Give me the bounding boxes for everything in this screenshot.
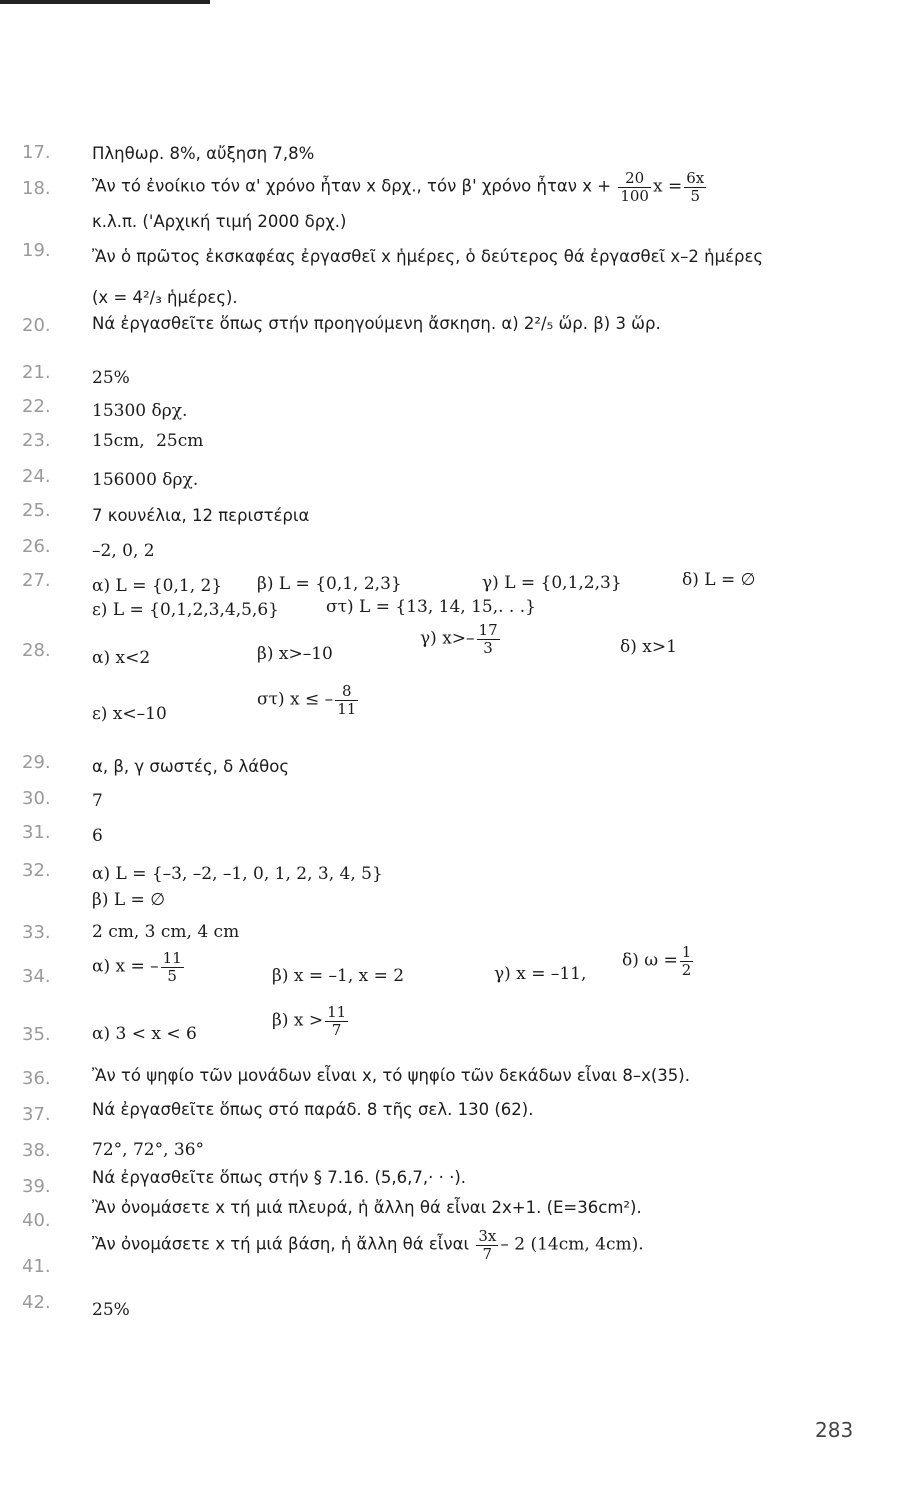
answer-part-b: β) x>–10 xyxy=(257,644,333,664)
answer-part-a xyxy=(92,950,186,984)
answer-part-a: α) x<2 xyxy=(92,648,151,668)
answer-text: 15300 δρχ. xyxy=(92,401,188,421)
answer-text: Ἂν τό ψηφίο τῶν μονάδων εἶναι x, τό ψηφίο τῶν δεκάδων εἶναι 8–x(35). xyxy=(92,1066,690,1085)
answer-text: 156000 δρχ. xyxy=(92,470,199,490)
answer-number: 34. xyxy=(22,966,51,987)
answer-text: Ἂν ὁ πρῶτος ἐκσκαφέας ἐργασθεῖ x ἡμέρες, ὁ δεύτερος θά ἐργασθεῖ x–2 ἡμέρες xyxy=(92,247,764,266)
answer-text: 7 xyxy=(92,791,103,811)
page-number: 283 xyxy=(815,1418,854,1442)
answer-text: 25% xyxy=(92,368,130,388)
answer-text: 15cm, 25cm xyxy=(92,431,204,451)
answer-text: α, β, γ σωστές, δ λάθος xyxy=(92,757,290,776)
answer-number: 18. xyxy=(22,178,51,199)
answer-text: δ) ω = xyxy=(622,950,678,971)
numerator: 1 xyxy=(681,943,692,961)
answer-number: 25. xyxy=(22,500,51,521)
answer-text: x = xyxy=(652,176,683,197)
answer-text: κ.λ.π. ('Αρχική τιμή 2000 δρχ.) xyxy=(92,212,347,231)
numerator: 11 xyxy=(327,1003,347,1021)
answer-part-b: β) L = {0,1, 2,3} xyxy=(257,574,402,594)
answer-text: β) x > xyxy=(272,1010,324,1031)
answer-part-d xyxy=(622,944,695,978)
answer-text: Ἂν ὀνομάσετε x τή μιά πλευρά, ἡ ἄλλη θά εἶναι 2x+1. (E=36cm²). xyxy=(92,1198,642,1217)
answer-number: 42. xyxy=(22,1292,51,1313)
answer-text: 6 xyxy=(92,826,103,846)
answer-number: 24. xyxy=(22,466,51,487)
denominator: 2 xyxy=(681,960,692,979)
answer-part-b: β) L = ∅ xyxy=(92,890,166,910)
answer-part-b: β) x = –1, x = 2 xyxy=(272,966,405,986)
denominator: 7 xyxy=(325,1021,348,1039)
answer-number: 39. xyxy=(22,1176,51,1197)
answer-part-d: δ) L = ∅ xyxy=(682,570,756,590)
denominator: 3 xyxy=(477,639,500,657)
answer-text: –2, 0, 2 xyxy=(92,541,155,561)
answer-part-e: ε) x<–10 xyxy=(92,704,167,724)
answer-text: στ) x ≤ – xyxy=(257,689,334,710)
numerator: 3x xyxy=(478,1227,497,1245)
answer-number: 20. xyxy=(22,315,51,336)
denominator: 5 xyxy=(684,187,706,205)
answer-part-a: α) L = {–3, –2, –1, 0, 1, 2, 3, 4, 5} xyxy=(92,864,383,884)
answer-text: Πληθωρ. 8%, αὔξηση 7,8% xyxy=(92,144,315,163)
denominator: 11 xyxy=(337,699,357,718)
fraction xyxy=(476,1228,498,1262)
answer-number: 31. xyxy=(22,822,51,843)
answer-number: 38. xyxy=(22,1140,51,1161)
answer-part-b xyxy=(272,1004,350,1038)
answer-number: 35. xyxy=(22,1024,51,1045)
fraction xyxy=(680,944,694,978)
fraction xyxy=(325,1004,348,1038)
answer-text: 7 κουνέλια, 12 περιστέρια xyxy=(92,506,310,525)
answer-part-d: δ) x>1 xyxy=(620,637,677,657)
answer-text: Νά ἐργασθεῖτε ὅπως στήν προηγούμενη ἄσκηση. α) 2²/₅ ὥρ. β) 3 ὥρ. xyxy=(92,314,661,333)
answer-text: 25% xyxy=(92,1300,130,1320)
answer-number: 41. xyxy=(22,1256,51,1277)
answer-text: Νά ἐργασθεῖτε ὅπως στό παράδ. 8 τῆς σελ. 130 (62). xyxy=(92,1100,534,1119)
answer-number: 37. xyxy=(22,1104,51,1125)
answer-text: Ἂν τό ἐνοίκιο τόν α' χρόνο ἦταν x δρχ., τόν β' χρόνο ἦταν x + xyxy=(92,176,612,196)
answer-text: Νά ἐργασθεῖτε ὅπως στήν § 7.16. (5,6,7,· · ·). xyxy=(92,1168,467,1187)
answer-number: 36. xyxy=(22,1068,51,1089)
answer-part-c: γ) L = {0,1,2,3} xyxy=(482,573,622,593)
answer-number: 28. xyxy=(22,640,51,661)
answer-text: 72°, 72°, 36° xyxy=(92,1140,205,1160)
numerator: 11 xyxy=(162,949,182,967)
answer-text: (x = 4²/₃ ἡμέρες). xyxy=(92,288,238,307)
answer-number: 26. xyxy=(22,536,51,557)
fraction xyxy=(618,170,651,204)
answer-number: 19. xyxy=(22,240,51,261)
answer-text: γ) x>– xyxy=(420,628,475,649)
answer-number: 29. xyxy=(22,752,51,773)
denominator: 5 xyxy=(161,967,184,985)
answer-part-f: στ) L = {13, 14, 15,. . .} xyxy=(326,597,536,617)
answer-number: 33. xyxy=(22,922,51,943)
answer-part-c: γ) x = –11, xyxy=(494,964,587,984)
answer-number: 32. xyxy=(22,860,51,881)
answer-text: α) x = – xyxy=(92,956,159,977)
answer-number: 23. xyxy=(22,430,51,451)
answer-number: 40. xyxy=(22,1210,51,1231)
numerator: 8 xyxy=(341,682,352,700)
answer-part-f xyxy=(257,683,360,717)
fraction xyxy=(335,683,358,717)
denominator: 7 xyxy=(476,1245,498,1263)
answer-text: 2 cm, 3 cm, 4 cm xyxy=(92,922,240,942)
answer-number: 21. xyxy=(22,362,51,383)
numerator: 20 xyxy=(625,169,645,187)
answer-text-row xyxy=(92,1228,644,1262)
numerator: 6x xyxy=(686,169,705,187)
answer-number: 22. xyxy=(22,396,51,417)
answer-text-row xyxy=(92,170,708,204)
fraction xyxy=(161,950,184,984)
answer-part-e: ε) L = {0,1,2,3,4,5,6} xyxy=(92,600,279,620)
answer-number: 30. xyxy=(22,788,51,809)
scan-edge-bar xyxy=(0,0,210,4)
denominator: 100 xyxy=(620,186,649,205)
answer-part-a: α) L = {0,1, 2} xyxy=(92,576,223,596)
answer-part-a: α) 3 < x < 6 xyxy=(92,1024,197,1044)
answer-number: 17. xyxy=(22,142,51,163)
fraction xyxy=(477,622,500,656)
fraction xyxy=(684,170,706,204)
answer-number: 27. xyxy=(22,570,51,591)
answer-text: – 2 (14cm, 4cm). xyxy=(500,1234,644,1255)
answer-text: Ἂν ὀνομάσετε x τή μιά βάση, ἡ ἄλλη θά εἶναι xyxy=(92,1234,470,1254)
answer-part-c xyxy=(420,622,502,656)
numerator: 17 xyxy=(478,621,498,639)
